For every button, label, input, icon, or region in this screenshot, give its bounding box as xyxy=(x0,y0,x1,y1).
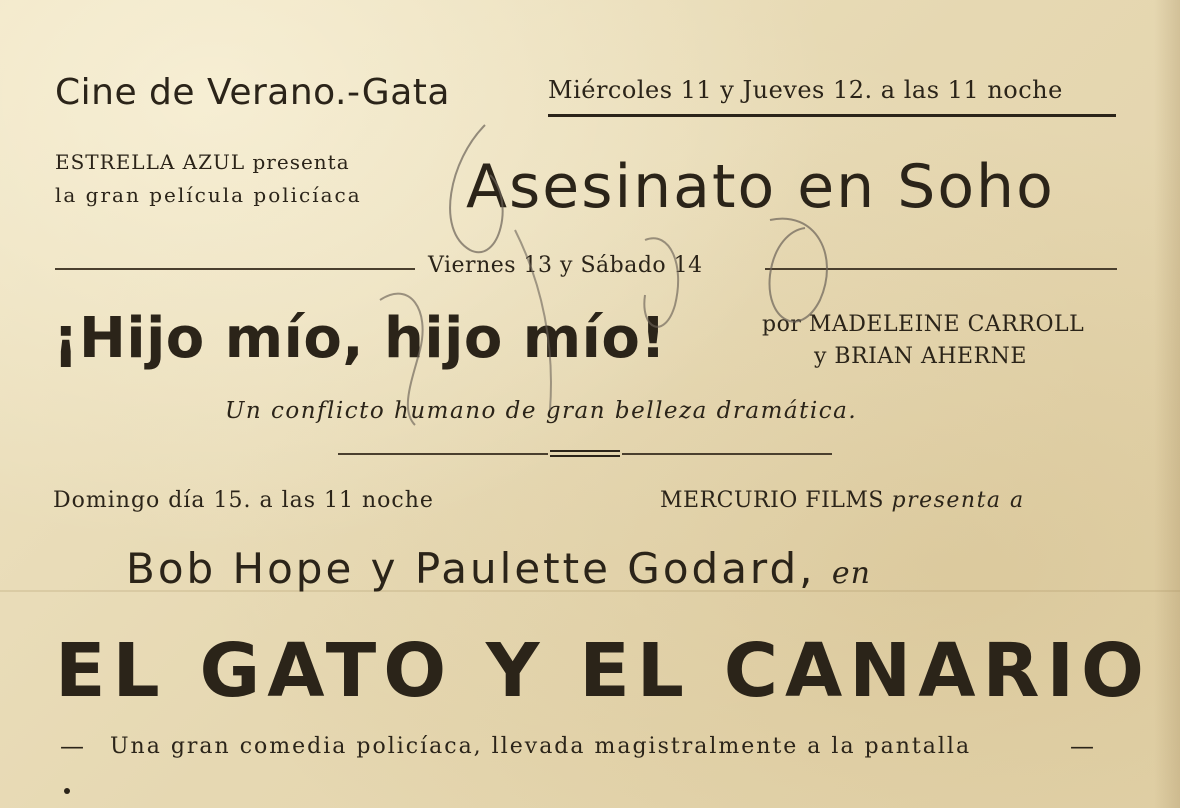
divider-left xyxy=(55,268,415,270)
dash-left: — xyxy=(60,732,84,760)
ornament-line-left xyxy=(338,453,548,455)
dates-underline xyxy=(548,114,1116,117)
paper-edge-shadow xyxy=(1154,0,1180,808)
film-title-asesinato: Asesinato en Soho xyxy=(466,152,1055,222)
cast-word-en: en xyxy=(831,556,871,591)
cast-line-2: y BRIAN AHERNE xyxy=(814,344,1027,369)
ornament-line-right xyxy=(622,453,832,455)
ink-dot xyxy=(64,788,70,794)
presenter-line-2: la gran película policíaca xyxy=(55,183,362,207)
cast-names: Bob Hope y Paulette Godard, xyxy=(126,544,816,593)
tagline-gato-canario: Una gran comedia policíaca, llevada magistralmente a la pantalla xyxy=(110,734,972,759)
cast-gato-canario xyxy=(126,544,871,593)
presenter-name: MERCURIO FILMS xyxy=(660,488,884,513)
presenter-line-1: ESTRELLA AZUL presenta xyxy=(55,150,350,174)
dates-first-screening: Miércoles 11 y Jueves 12. a las 11 noche xyxy=(548,76,1063,104)
cast-line-1: por MADELEINE CARROLL xyxy=(762,312,1085,337)
ornament-center xyxy=(550,450,620,457)
presenter-word: presenta a xyxy=(891,488,1025,513)
divider-right xyxy=(765,268,1117,270)
dash-right: — xyxy=(1070,732,1094,760)
tagline-hijo-mio: Un conflicto humano de gran belleza dramática. xyxy=(225,398,858,424)
ornamental-divider xyxy=(338,449,832,459)
cinema-name: Cine de Verano.-Gata xyxy=(55,72,450,113)
presenter-mercurio xyxy=(660,488,1025,513)
dates-third-screening: Domingo día 15. a las 11 noche xyxy=(53,488,434,513)
film-title-gato-canario: EL GATO Y EL CANARIO xyxy=(55,628,1151,714)
dates-second-screening: Viernes 13 y Sábado 14 xyxy=(428,253,703,278)
film-title-hijo-mio: ¡Hijo mío, hijo mío! xyxy=(53,306,667,371)
